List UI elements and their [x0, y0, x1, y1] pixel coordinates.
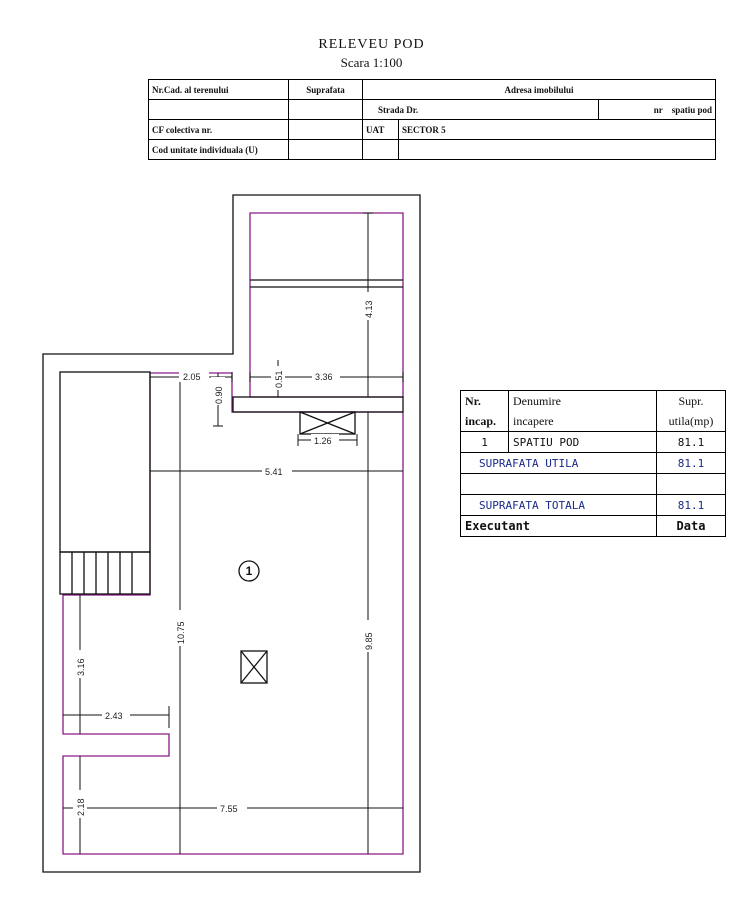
dim-label: 9.85	[364, 632, 374, 650]
staircase	[60, 552, 150, 594]
legend-row-name: SPATIU POD	[509, 432, 657, 453]
nr-spatiu-label: nr spatiu pod	[599, 100, 716, 120]
cad-label: Nr.Cad. al terenului	[149, 80, 289, 100]
dim-label: 3.16	[76, 658, 86, 676]
dim-label: 1.26	[314, 436, 332, 446]
suprafata-totala-label: SUPRAFATA TOTALA	[461, 495, 657, 516]
uat-label: UAT	[363, 120, 399, 140]
room-number: 1	[245, 564, 253, 578]
data-label: Data	[657, 516, 726, 537]
dim-label: 0.90	[214, 386, 224, 404]
ledge	[233, 397, 403, 412]
dim-label: 3.36	[315, 372, 333, 382]
adresa-label: Adresa imobilului	[363, 80, 716, 100]
hatch-opening	[300, 412, 355, 434]
legend-row-nr: 1	[461, 432, 509, 453]
surface-legend-table	[460, 390, 726, 537]
suprafata-utila-value: 81.1	[657, 453, 726, 474]
dim-label: 2.05	[183, 372, 201, 382]
cf-label: CF colectiva nr.	[149, 120, 289, 140]
page-title: RELEVEU POD	[318, 37, 425, 52]
legend-header-supr: Supr. utila(mp)	[657, 391, 726, 432]
chimney	[241, 651, 267, 683]
dim-label: 10.75	[176, 621, 186, 644]
dim-label: 4.13	[364, 300, 374, 318]
dim-label: 0.51	[274, 370, 284, 388]
strada-label: Strada Dr.	[363, 100, 599, 120]
sector-label: SECTOR 5	[399, 120, 716, 140]
scale-label: Scara 1:100	[340, 55, 403, 70]
room-outline-main	[63, 373, 403, 854]
dim-label: 5.41	[265, 467, 283, 477]
suprafata-label: Suprafata	[289, 80, 363, 100]
dim-label: 2.43	[105, 711, 123, 721]
dim-label: 2.18	[76, 798, 86, 816]
cod-label: Cod unitate individuala (U)	[149, 140, 289, 160]
dim-label: 7.55	[220, 804, 238, 814]
legend-header-denumire: Denumire incapere	[509, 391, 657, 432]
legend-header-nr: Nr. incap.	[461, 391, 509, 432]
suprafata-totala-value: 81.1	[657, 495, 726, 516]
dimension-labels	[73, 292, 375, 818]
stair-shaft	[60, 372, 150, 552]
executant-label: Executant	[461, 516, 657, 537]
suprafata-utila-label: SUPRAFATA UTILA	[461, 453, 657, 474]
legend-row-value: 81.1	[657, 432, 726, 453]
